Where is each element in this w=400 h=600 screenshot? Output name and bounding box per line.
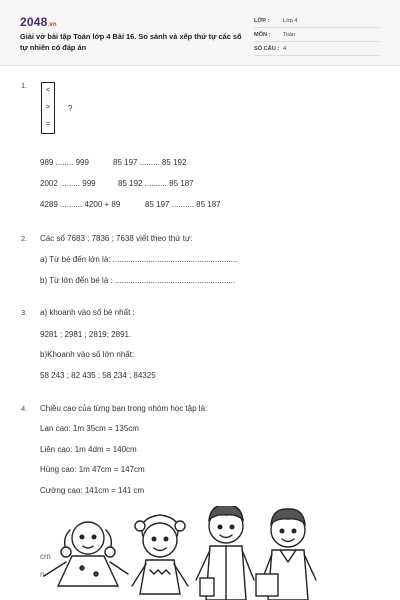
- q1-question-mark: ?: [68, 104, 73, 113]
- meta-subject-key: MÔN :: [254, 32, 271, 38]
- q1-sign-box: [41, 82, 55, 134]
- meta-count-value: 4: [283, 46, 287, 52]
- q1-row2-right: 85 192 .......... 85 187: [118, 179, 194, 188]
- equal-sign: =: [45, 121, 51, 128]
- q4-margin-mark-cm: cm: [40, 552, 51, 561]
- children-illustration: [0, 506, 400, 600]
- q4-line-lan: Lan cao: 1m 35cm = 135cm: [40, 424, 139, 433]
- q4-line-hung: Hùng cao: 1m 47cm = 147cm: [40, 465, 145, 474]
- q3-number: 3.: [21, 308, 28, 317]
- meta-class-value: Lớp 4: [283, 18, 298, 24]
- worksheet-content: [0, 66, 400, 600]
- q2-prompt: Các số 7683 ; 7836 ; 7638 viết theo thứ tự:: [40, 234, 193, 243]
- q3-a: a) khoanh vào số bé nhất :: [40, 308, 135, 317]
- meta-subject-row: [254, 30, 379, 42]
- q3-a-numbers: 9281 ; 2981 ; 2819; 2891.: [40, 330, 132, 339]
- q1-row1-left: 989 ........ 999: [40, 158, 89, 167]
- less-than-sign: <: [45, 87, 51, 94]
- meta-class-key: LỚP :: [254, 18, 270, 24]
- q1-row3-left: 4289 .......... 4200 + 89: [40, 200, 121, 209]
- q2-a: a) Từ bé đến lớn là: ........................................................: [40, 255, 238, 264]
- girl-one-figure: [44, 522, 128, 586]
- page-header: [0, 0, 400, 66]
- boy-two-figure: [256, 509, 316, 600]
- meta-class-row: [254, 16, 379, 28]
- q4-line-cuong: Cường cao: 141cm = 141 cm: [40, 486, 145, 495]
- q3-b: b)Khoanh vào số lớn nhất:: [40, 350, 135, 359]
- meta-count-row: [254, 44, 379, 56]
- q4-number: 4.: [21, 404, 28, 413]
- q4-prompt: Chiều cao của từng bạn trong nhóm học tập là:: [40, 404, 208, 413]
- q1-number: 1.: [21, 81, 28, 90]
- logo-suffix: .vn: [47, 22, 57, 28]
- q2-number: 2.: [21, 234, 28, 243]
- q2-b: b) Từ lớn đến bé là : ......................................................: [40, 276, 235, 285]
- boy-one-figure: [196, 506, 254, 600]
- site-logo[interactable]: [20, 15, 57, 29]
- meta-count-key: SỐ CÂU :: [254, 46, 280, 52]
- girl-two-figure: [132, 515, 188, 594]
- q4-line-lien: Liên cao: 1m 4dm = 140cm: [40, 445, 137, 454]
- meta-subject-value: Toán: [283, 32, 296, 38]
- q1-row2-left: 2002 ......... 999: [40, 179, 96, 188]
- q1-row1-right: 85 197 ......... 85 192: [113, 158, 187, 167]
- q3-b-numbers: 58 243 ; 82 435 ; 58 234 ; 84325: [40, 371, 156, 380]
- q1-row3-right: 85 197 .......... 85 187: [145, 200, 221, 209]
- greater-than-sign: >: [45, 104, 51, 111]
- q4-margin-mark-n: n: [40, 570, 45, 579]
- page-title: Giải vở bài tập Toán lớp 4 Bài 16. So sánh và xếp thứ tự các số tự nhiên có đáp án: [20, 32, 242, 52]
- logo-text: 2048: [20, 15, 48, 29]
